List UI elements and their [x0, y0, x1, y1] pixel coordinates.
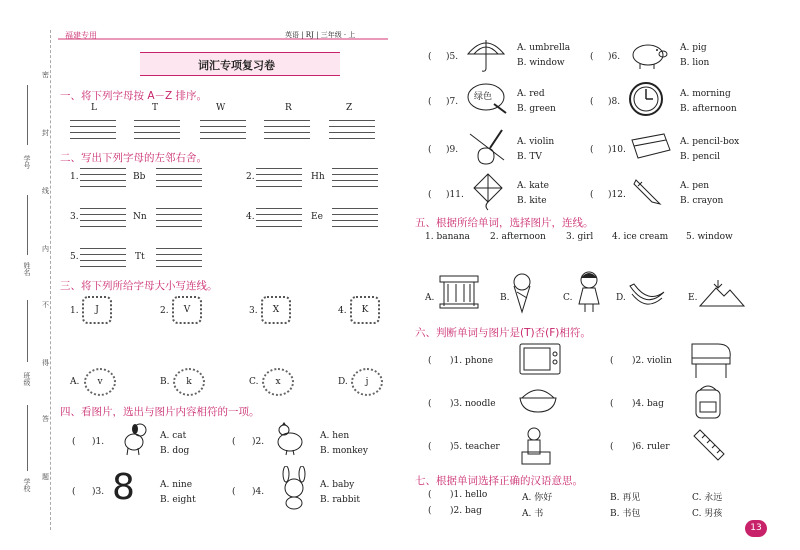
option-a: A. pig [680, 43, 707, 53]
writing-lines[interactable] [156, 208, 202, 230]
s5-word[interactable]: 2. afternoon [490, 232, 546, 242]
option-b: B. window [517, 58, 565, 68]
writing-lines[interactable] [256, 168, 302, 190]
s5-pic-label: E. [688, 293, 698, 303]
s6-item: )4. bag [632, 399, 664, 409]
eight-icon: 8 [112, 467, 135, 508]
s4-num: )10. [608, 145, 626, 155]
tv-icon [518, 342, 564, 378]
s1-letter: W [216, 103, 226, 113]
ruler-icon [690, 428, 726, 464]
lowercase-frame[interactable]: k [173, 368, 205, 396]
answer-paren[interactable]: ( [590, 52, 594, 62]
crayon-icon [632, 176, 664, 208]
writing-lines[interactable] [200, 120, 246, 142]
banana-icon[interactable] [626, 276, 666, 310]
field-school: 学校 [23, 478, 31, 492]
s4-num: )12. [608, 190, 626, 200]
binding-line [50, 30, 52, 530]
writing-lines[interactable] [156, 248, 202, 270]
window-icon[interactable] [436, 272, 482, 312]
option-b: B. pencil [680, 152, 721, 162]
option-a: A. nine [160, 480, 193, 490]
option-b: B. green [517, 104, 556, 114]
s2-letter: Ee [311, 212, 323, 222]
s3-num: 3. [249, 306, 258, 316]
s5-word[interactable]: 4. ice cream [612, 232, 669, 242]
option-a: A. cat [160, 431, 187, 441]
writing-lines[interactable] [264, 120, 310, 142]
uppercase-frame[interactable]: K [350, 296, 380, 324]
header-left-label: 福建专用 [65, 31, 97, 40]
s5-word[interactable]: 3. girl [566, 232, 594, 242]
answer-paren[interactable]: ( [428, 52, 432, 62]
section4-title: 四、看图片，选出与图片内容相符的一项。 [60, 406, 260, 418]
s7-word: )2. bag [450, 506, 482, 516]
writing-lines[interactable] [256, 208, 302, 230]
page-title: 词汇专项复习卷 [198, 59, 275, 72]
option-b: B. lion [680, 58, 710, 68]
option-b: B. crayon [680, 196, 724, 206]
option-a: A. red [517, 89, 545, 99]
s6-item: )5. teacher [450, 442, 500, 452]
s7-word: )1. hello [450, 490, 488, 500]
s4-num: )9. [446, 145, 459, 155]
s2-num: 4. [246, 212, 255, 222]
s1-letter: T [152, 103, 159, 113]
answer-paren[interactable]: ( [610, 356, 614, 366]
option-c: C. 男孩 [692, 509, 723, 519]
option-a: A. pen [680, 181, 710, 191]
s2-num: 5. [70, 252, 79, 262]
option-b: B. 再见 [610, 493, 641, 503]
ice-cream-icon[interactable] [510, 272, 534, 314]
s2-letter: Nn [133, 212, 147, 222]
section2-title: 二、写出下列字母的左邻右舍。 [60, 152, 207, 164]
girl-icon[interactable] [574, 270, 604, 314]
seal-char: 题 [42, 473, 49, 481]
writing-lines[interactable] [70, 120, 116, 142]
seal-char: 不 [42, 301, 49, 309]
answer-paren[interactable]: ( [590, 145, 594, 155]
s3-num: A. [70, 377, 80, 387]
seal-char: 线 [42, 187, 49, 195]
writing-lines[interactable] [134, 120, 180, 142]
option-b: B. kite [517, 196, 547, 206]
option-b: B. eight [160, 495, 196, 505]
s3-num: 1. [70, 306, 79, 316]
seal-char: 答 [42, 415, 49, 423]
s6-item: )1. phone [450, 356, 494, 366]
section6-title: 六、判断单词与图片是(T)否(F)相符。 [415, 327, 591, 339]
s2-num: 3. [70, 212, 79, 222]
writing-lines[interactable] [329, 120, 375, 142]
header-right-label: 英语 | RJ | 三年级 · 上 [285, 31, 356, 39]
s2-letter: Tt [135, 252, 145, 262]
s5-word[interactable]: 5. window [686, 232, 733, 242]
clock-icon [628, 81, 664, 117]
s3-num: B. [160, 377, 170, 387]
option-a: A. violin [517, 137, 555, 147]
option-a: A. kate [517, 181, 549, 191]
answer-paren[interactable]: ( [232, 487, 236, 497]
answer-paren[interactable]: ( [428, 356, 432, 366]
s5-pic-label: A. [425, 293, 435, 303]
bag-icon [690, 382, 726, 420]
rabbit-icon [272, 466, 316, 510]
lowercase-frame[interactable]: v [84, 368, 116, 396]
answer-paren[interactable]: ( [428, 506, 432, 516]
writing-lines[interactable] [332, 168, 378, 190]
seal-char: 密 [42, 71, 49, 79]
option-b: B. TV [517, 152, 542, 162]
s2-num: 2. [246, 172, 255, 182]
s3-num: D. [338, 377, 348, 387]
s2-num: 1. [70, 172, 79, 182]
answer-paren[interactable]: ( [590, 97, 594, 107]
piano-icon [688, 340, 734, 380]
uppercase-frame[interactable]: V [172, 296, 202, 324]
answer-paren[interactable]: ( [428, 490, 432, 500]
option-a: A. hen [320, 431, 350, 441]
writing-lines[interactable] [156, 168, 202, 190]
s4-num: )4. [252, 487, 265, 497]
s3-num: 2. [160, 306, 169, 316]
field-student-id: 学号 [23, 155, 31, 169]
s5-pic-label: B. [500, 293, 510, 303]
pencil-box-icon [630, 132, 672, 160]
s6-item: )3. noodle [450, 399, 496, 409]
option-c: C. 永远 [692, 493, 723, 503]
answer-paren[interactable]: ( [428, 190, 432, 200]
s6-item: )2. violin [632, 356, 672, 366]
option-b: B. afternoon [680, 104, 737, 114]
s2-letter: Bb [133, 172, 146, 182]
option-a: A. pencil-box [680, 137, 740, 147]
option-a: A. baby [320, 480, 355, 490]
answer-paren[interactable]: ( [428, 145, 432, 155]
option-b: B. monkey [320, 446, 368, 456]
section3-title: 三、将下列所给字母大小写连线。 [60, 280, 218, 292]
writing-lines[interactable] [332, 208, 378, 230]
s1-letter: R [285, 103, 292, 113]
option-a: A. umbrella [517, 43, 571, 53]
s4-num: )5. [446, 52, 459, 62]
option-a: A. 你好 [522, 493, 553, 503]
answer-paren[interactable]: ( [428, 442, 432, 452]
writing-lines[interactable] [80, 248, 126, 270]
s4-num: )11. [446, 190, 464, 200]
hen-icon [272, 420, 308, 456]
answer-paren[interactable]: ( [590, 190, 594, 200]
umbrella-icon [466, 36, 506, 74]
pig-icon [628, 40, 670, 70]
s4-num: )6. [608, 52, 621, 62]
s5-pic-label: D. [616, 293, 626, 303]
answer-paren[interactable]: ( [232, 437, 236, 447]
lowercase-frame[interactable]: j [351, 368, 383, 396]
s5-word[interactable]: 1. banana [425, 232, 470, 242]
s4-num: )8. [608, 97, 621, 107]
answer-paren[interactable]: ( [72, 437, 76, 447]
dog-icon [118, 420, 152, 456]
section5-title: 五、根据所给单词，选择图片，连线。 [415, 217, 594, 229]
seal-char: 内 [42, 245, 49, 253]
palette-label: 绿色 [474, 92, 493, 102]
field-class: 班级 [23, 372, 31, 386]
kite-icon [470, 172, 506, 212]
seal-char: 得 [42, 359, 49, 367]
s4-num: )1. [92, 437, 105, 447]
option-b: B. rabbit [320, 495, 361, 505]
option-b: B. 书包 [610, 509, 641, 519]
option-a: A. 书 [522, 509, 544, 519]
s4-num: )7. [446, 97, 459, 107]
uppercase-frame[interactable]: X [261, 296, 291, 324]
option-a: A. morning [680, 89, 731, 99]
s3-num: C. [249, 377, 259, 387]
answer-paren[interactable]: ( [610, 442, 614, 452]
s4-num: )3. [92, 487, 105, 497]
writing-lines[interactable] [80, 168, 126, 190]
answer-paren[interactable]: ( [610, 399, 614, 409]
page-number: 13 [745, 520, 767, 537]
lowercase-frame[interactable]: x [262, 368, 294, 396]
afternoon-icon[interactable] [698, 278, 746, 308]
section1-title: 一、将下列字母按 A－Z 排序。 [60, 90, 208, 102]
answer-paren[interactable]: ( [72, 487, 76, 497]
option-b: B. dog [160, 446, 190, 456]
s1-letter: L [91, 103, 97, 113]
s3-num: 4. [338, 306, 347, 316]
s1-letter: Z [346, 103, 353, 113]
rice-icon [518, 384, 558, 416]
s2-letter: Hh [311, 172, 325, 182]
answer-paren[interactable]: ( [428, 97, 432, 107]
seal-char: 封 [42, 129, 49, 137]
s5-pic-label: C. [563, 293, 573, 303]
uppercase-frame[interactable]: J [82, 296, 112, 324]
writing-lines[interactable] [80, 208, 126, 230]
answer-paren[interactable]: ( [428, 399, 432, 409]
student-icon [520, 426, 552, 466]
violin-icon [466, 126, 508, 166]
s4-num: )2. [252, 437, 265, 447]
s6-item: )6. ruler [632, 442, 670, 452]
field-name: 姓名 [23, 262, 31, 276]
section7-title: 七、根据单词选择正确的汉语意思。 [415, 475, 583, 487]
